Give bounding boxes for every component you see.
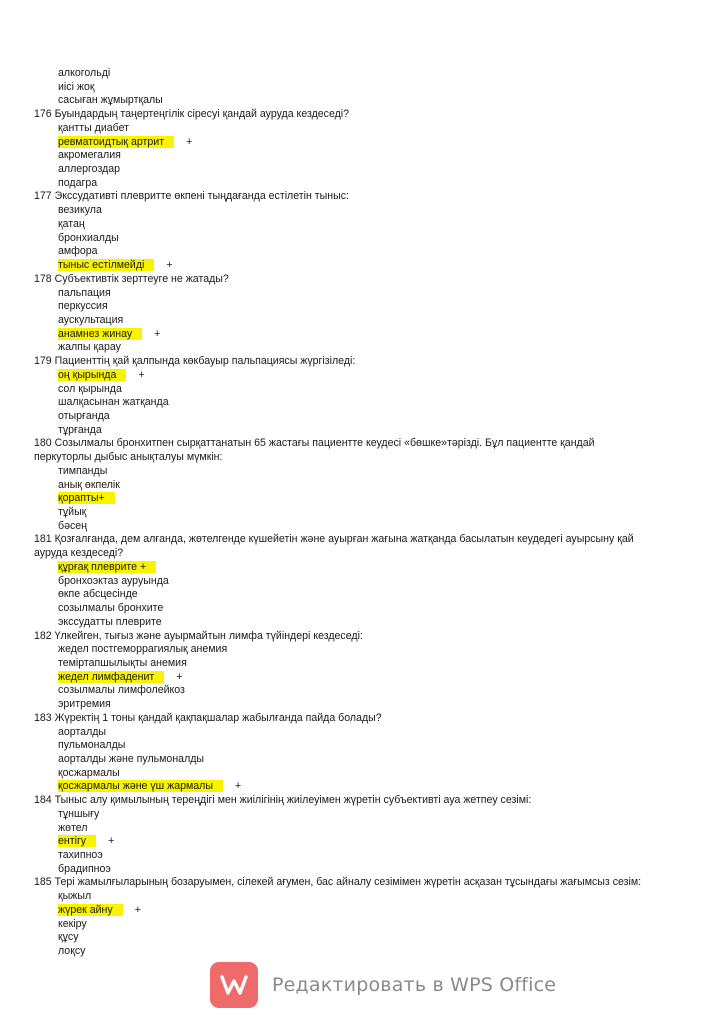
answer-option — [58, 863, 111, 876]
line-text: иісі жоқ — [58, 80, 95, 93]
correct-answer-text: қосжармалы және үш жармалы — [58, 780, 223, 792]
line-text: тахипноэ — [58, 849, 103, 862]
answer-option — [58, 136, 192, 149]
answer-option — [58, 67, 110, 80]
answer-option — [58, 726, 106, 739]
question-line — [34, 273, 229, 286]
answer-option — [58, 163, 120, 176]
line-text: қосжармалы — [58, 766, 120, 779]
correct-mark: + — [186, 135, 193, 148]
line-text: 184 Тыныс алу қимылының тереңдігі мен жиілігінің жиілеуімен жүретін субъективті ауа жетпеу сезімі: — [34, 794, 532, 807]
correct-answer-text: анамнез жинау — [58, 328, 142, 340]
question-continuation — [34, 451, 222, 464]
correct-answer-text: ентігу — [58, 835, 96, 847]
answer-option — [58, 410, 110, 423]
answer-option — [58, 341, 121, 354]
line-text: 183 Жүректің 1 тоны қандай қақпақшалар жабылғанда пайда болады? — [34, 711, 382, 724]
answer-option — [58, 822, 87, 835]
answer-option — [58, 259, 173, 272]
line-text: алкогольді — [58, 67, 111, 79]
line-text: аорталды — [58, 725, 107, 738]
answer-option — [58, 520, 87, 533]
answer-option — [58, 780, 241, 793]
line-text: амфора — [58, 245, 98, 258]
line-text: шалқасынан жатқанда — [58, 396, 169, 409]
line-text: аорталды және пульмоналды — [58, 753, 205, 765]
correct-mark: + — [234, 780, 242, 793]
wps-edit-banner[interactable] — [210, 962, 556, 1008]
answer-option — [58, 904, 141, 917]
line-text: темiртапшылықты анемия — [58, 656, 187, 669]
question-line — [34, 190, 349, 203]
answer-option — [58, 698, 111, 711]
answer-option — [58, 616, 162, 629]
line-text: кекіру — [58, 917, 87, 930]
answer-option — [58, 465, 107, 478]
line-text: созылмалы лимфолейкоз — [58, 684, 185, 697]
line-text: акромегалия — [58, 149, 121, 162]
answer-option — [58, 931, 79, 944]
answer-option — [58, 232, 119, 245]
line-text: бронхоэктаз ауруында — [58, 574, 169, 587]
question-line — [34, 794, 531, 807]
line-text: аллергоздар — [58, 163, 121, 176]
answer-option — [58, 149, 121, 162]
correct-mark: + — [108, 835, 115, 848]
wps-edit-label[interactable]: Редактировать в WPS Office — [272, 974, 557, 996]
line-text: тимпанды — [58, 464, 108, 477]
line-text: 177 Экссудативті плевритте өкпені тыңдағанда естілетін тыныс: — [34, 190, 349, 203]
correct-answer-text: жедел лимфаденит — [58, 671, 164, 683]
line-text: 181 Қозғалғанда, дем алғанда, жөтелгенде күшейетін және ауырған жағына жатқанда басылатын кеудедегі ауырсыну қай — [34, 533, 634, 546]
line-text: эритремия — [58, 698, 111, 711]
correct-mark: + — [176, 670, 183, 683]
line-text: подагра — [58, 176, 98, 189]
answer-option — [58, 479, 120, 492]
line-text: анық өкпелік — [58, 478, 120, 491]
answer-option — [58, 671, 182, 684]
answer-option — [58, 753, 204, 766]
correct-answer-text: жүрек айну — [58, 904, 123, 916]
line-text: бәсең — [58, 519, 87, 532]
answer-option — [58, 314, 123, 327]
answer-option — [58, 808, 99, 821]
correct-mark: + — [138, 368, 145, 381]
line-text: отырғанда — [58, 410, 110, 422]
answer-option — [58, 204, 102, 217]
question-line — [34, 437, 595, 450]
answer-option — [58, 328, 160, 341]
answer-option — [58, 287, 111, 300]
line-text: тұншығу — [58, 807, 100, 820]
answer-option — [58, 835, 114, 848]
line-text: 180 Созылмалы бронхитпен сырқаттанатын 65 жастағы пациентте кеудесі «бөшке»тәрізді. Бұл пациентте қандай — [34, 437, 595, 450]
line-text: жөтел — [58, 821, 88, 834]
answer-option — [58, 890, 91, 903]
answer-option — [58, 81, 94, 94]
line-text: 176 Буындардың таңертеңгілік сіресуі қандай аурудa кездеседі? — [34, 108, 350, 121]
answer-option — [58, 739, 125, 752]
answer-option — [58, 492, 115, 505]
line-text: тұрғанда — [58, 423, 102, 436]
question-line — [34, 108, 349, 121]
correct-answer-text: оң қырында — [58, 369, 126, 381]
line-text: тұйық — [58, 506, 87, 519]
line-text: 179 Пациенттің қай қалпында көкбауыр пальпациясы жүргізіледі: — [34, 355, 356, 368]
answer-option — [58, 424, 102, 437]
line-text: лоқсу — [58, 945, 86, 958]
line-text: экссудатты плеврите — [58, 615, 162, 628]
question-line — [34, 533, 634, 546]
line-text: қыжыл — [58, 890, 92, 903]
line-text: брадипноэ — [58, 862, 111, 875]
correct-answer-text: тыныс естілмейді — [58, 259, 154, 271]
answer-option — [58, 396, 169, 409]
line-text: созылмалы бронхите — [58, 602, 164, 615]
answer-option — [58, 643, 227, 656]
question-line — [34, 876, 641, 889]
question-line — [34, 355, 355, 368]
line-text: қатаң — [58, 217, 85, 230]
line-text: құсу — [58, 931, 79, 944]
answer-option — [58, 918, 87, 931]
correct-mark: + — [154, 327, 161, 340]
answer-option — [58, 506, 86, 519]
question-continuation — [34, 547, 123, 560]
correct-answer-text: ревматоидтық артрит — [58, 136, 174, 148]
line-text: жалпы қарау — [58, 341, 121, 354]
line-text: 182 Үлкейген, тығыз және ауырмайтын лимфа түйіндері кездеседі: — [34, 629, 363, 642]
correct-answer-text: құрғақ плеврите + — [58, 561, 156, 573]
line-text: жедел постгеморрагиялық анемия — [58, 643, 228, 656]
line-text: сол қырында — [58, 382, 122, 395]
answer-option — [58, 383, 122, 396]
line-text: перкуссия — [58, 300, 108, 313]
answer-option — [58, 849, 103, 862]
answer-option — [58, 575, 169, 588]
line-text: өкпе абсцесінде — [58, 588, 138, 601]
answer-option — [58, 945, 85, 958]
answer-option — [58, 588, 138, 601]
answer-option — [58, 602, 163, 615]
line-text: 178 Субъективтік зерттеуге не жатады? — [34, 272, 229, 285]
line-text: везикула — [58, 204, 102, 217]
question-line — [34, 712, 382, 725]
answer-option — [58, 684, 185, 697]
answer-option — [58, 177, 97, 190]
question-line — [34, 630, 363, 643]
line-text: перкуторлы дыбыс анықталуы мүмкін: — [34, 451, 223, 464]
answer-option — [58, 245, 98, 258]
line-text: 185 Тері жамылғыларының бозаруымен, сілекей ағумен, бас айналу сезімімен жүретін асқазан тұсындағы жағымсыз сезім: — [34, 876, 642, 889]
line-text: қантты диабет — [58, 121, 129, 134]
line-text: бронхиалды — [58, 231, 119, 244]
wps-logo-icon[interactable] — [210, 962, 258, 1008]
answer-option — [58, 94, 163, 107]
line-text: пульмоналды — [58, 739, 126, 752]
correct-mark: + — [134, 903, 141, 916]
answer-option — [58, 767, 120, 780]
answer-option — [58, 657, 187, 670]
correct-mark: + — [166, 259, 173, 272]
answer-option — [58, 300, 108, 313]
correct-answer-text: қорапты+ — [58, 492, 115, 504]
answer-option — [58, 122, 129, 135]
answer-option — [58, 561, 156, 574]
line-text: пальпация — [58, 286, 111, 299]
line-text: аускультация — [58, 313, 124, 326]
line-text: сасыған жұмыртқалы — [58, 94, 163, 107]
answer-option — [58, 218, 85, 231]
line-text: аурудa кездеседі? — [34, 547, 124, 560]
answer-option — [58, 369, 145, 382]
